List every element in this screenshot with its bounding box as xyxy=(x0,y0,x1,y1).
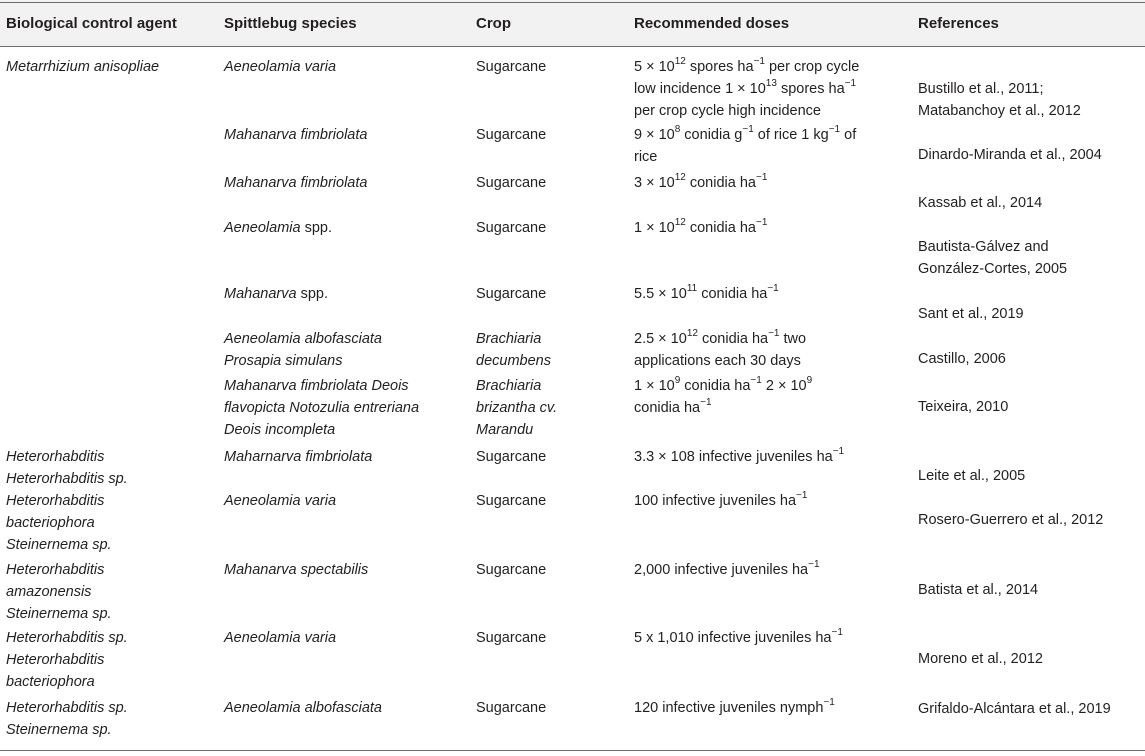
species-name: Mahanarva fimbriolata xyxy=(224,127,368,143)
species-cell xyxy=(224,627,336,649)
dose-exponent: −1 xyxy=(700,397,712,409)
dose-text: spores ha xyxy=(776,81,845,97)
crop-cell: Sugarcane xyxy=(476,175,547,191)
species-name: Deois incompleta xyxy=(224,422,336,438)
species-cell xyxy=(224,697,382,719)
dose-exponent: −1 xyxy=(796,490,808,502)
species-name: Mahanarva fimbriolata xyxy=(224,175,368,191)
dose-exponent: −1 xyxy=(832,446,845,458)
dose-text: 5 × 10 xyxy=(634,59,675,75)
agent-cell: Heterorhabditis sp. xyxy=(6,471,128,487)
reference-cell: González-Cortes, 2005 xyxy=(918,261,1068,277)
dose-text: 1 × 10 xyxy=(634,378,675,394)
dose-text: per crop cycle xyxy=(764,59,860,75)
header-rule xyxy=(0,46,1145,47)
dose-text: conidia ha xyxy=(685,175,756,191)
species-cell xyxy=(224,172,367,194)
dose-text: conidia ha xyxy=(685,220,756,236)
dose-text: conidia ha xyxy=(697,331,769,347)
dose-exponent: −1 xyxy=(742,124,754,136)
reference-cell: Castillo, 2006 xyxy=(918,351,1006,367)
reference-cell: Dinardo-Miranda et al., 2004 xyxy=(918,147,1102,163)
species-cell xyxy=(224,283,328,305)
reference-cell: Bautista-Gálvez and xyxy=(918,239,1049,255)
dose-text: 5 x 1,010 infective juveniles ha xyxy=(634,630,832,646)
reference-cell: Leite et al., 2005 xyxy=(918,468,1026,484)
species-name: Prosapia simulans xyxy=(224,353,343,369)
agent-cell: Metarrhizium anisopliae xyxy=(6,59,160,75)
dose-text: 9 × 10 xyxy=(634,127,675,143)
dose-text: spores ha xyxy=(685,59,754,75)
agent-cell: Heterorhabditis xyxy=(6,652,105,668)
dose-text: 2.5 × 10 xyxy=(634,331,687,347)
dose-exponent: −1 xyxy=(831,627,843,639)
species-name: Mahanarva spectabilis xyxy=(224,562,369,578)
species-name: Maharnarva fimbriolata xyxy=(224,449,373,465)
dose-text: 5.5 × 10 xyxy=(634,286,687,302)
agent-cell: Heterorhabditis xyxy=(6,562,105,578)
dose-exponent: −1 xyxy=(750,375,762,387)
crop-cell: Brachiaria xyxy=(476,331,542,347)
species-name: flavopicta Notozulia entreriana xyxy=(224,400,420,416)
dose-cell xyxy=(634,146,657,168)
dose-exponent: 11 xyxy=(686,283,698,295)
agent-cell: Steinernema sp. xyxy=(6,722,112,738)
dose-exponent: −1 xyxy=(768,328,780,340)
dose-text: two xyxy=(779,331,807,347)
dose-text: 120 infective juveniles nymph xyxy=(634,700,824,716)
dose-cell xyxy=(634,397,712,419)
crop-cell: Sugarcane xyxy=(476,630,547,646)
species-cell xyxy=(224,124,367,146)
species-cell xyxy=(224,56,336,78)
dose-text: conidia ha xyxy=(634,400,701,416)
agent-cell: Steinernema sp. xyxy=(6,537,112,553)
crop-cell: decumbens xyxy=(476,353,551,369)
species-suffix: spp. xyxy=(296,286,328,302)
species-name: Aeneolamia albofasciata xyxy=(224,700,382,716)
dose-text: 3 × 10 xyxy=(634,175,675,191)
species-cell xyxy=(224,375,409,397)
species-suffix: spp. xyxy=(300,220,333,236)
crop-cell: Sugarcane xyxy=(476,286,547,302)
dose-cell xyxy=(634,100,821,122)
header-agent: Biological control agent xyxy=(6,15,177,32)
species-cell xyxy=(224,446,372,468)
dose-cell xyxy=(634,627,843,649)
species-cell xyxy=(224,217,332,239)
crop-cell: Sugarcane xyxy=(476,449,547,465)
crop-cell: Sugarcane xyxy=(476,220,547,236)
reference-cell: Sant et al., 2019 xyxy=(918,306,1024,322)
dose-exponent: −1 xyxy=(755,217,768,229)
dose-text: 3.3 × 108 infective juveniles ha xyxy=(634,449,833,465)
dose-exponent: 12 xyxy=(686,328,698,340)
bottom-rule xyxy=(0,750,1145,751)
crop-cell: brizantha cv. xyxy=(476,400,558,416)
dose-text: of rice 1 kg xyxy=(753,127,829,143)
species-name: Aeneolamia varia xyxy=(224,59,337,75)
dose-cell xyxy=(634,283,779,305)
dose-cell xyxy=(634,78,856,100)
species-cell xyxy=(224,559,368,581)
reference-cell: Moreno et al., 2012 xyxy=(918,651,1043,667)
dose-cell xyxy=(634,446,844,468)
dose-cell xyxy=(634,490,807,512)
dose-text: conidia g xyxy=(680,127,743,143)
dose-text: per crop cycle high incidence xyxy=(634,103,821,119)
dose-exponent: −1 xyxy=(755,172,768,184)
dose-exponent: 9 xyxy=(674,375,681,387)
dose-cell xyxy=(634,328,806,350)
dose-text: 100 infective juveniles ha xyxy=(634,493,797,509)
species-name: Aeneolamia varia xyxy=(224,493,337,509)
dose-exponent: −1 xyxy=(844,78,857,90)
dose-text: conidia ha xyxy=(680,378,751,394)
species-cell xyxy=(224,350,342,372)
dose-text: 2,000 infective juveniles ha xyxy=(634,562,809,578)
crop-cell: Sugarcane xyxy=(476,493,547,509)
dose-cell xyxy=(634,350,801,372)
agent-cell: Steinernema sp. xyxy=(6,606,112,622)
crop-cell: Sugarcane xyxy=(476,59,547,75)
crop-cell: Brachiaria xyxy=(476,378,542,394)
top-rule xyxy=(0,2,1145,3)
species-cell xyxy=(224,328,382,350)
dose-exponent: −1 xyxy=(823,697,835,709)
agent-cell: bacteriophora xyxy=(6,515,95,531)
dose-cell xyxy=(634,124,856,146)
species-cell xyxy=(224,490,336,512)
dose-exponent: 12 xyxy=(674,217,686,229)
dose-cell xyxy=(634,697,835,719)
header-references: References xyxy=(918,15,999,32)
reference-cell: Rosero-Guerrero et al., 2012 xyxy=(918,512,1104,528)
crop-cell: Sugarcane xyxy=(476,700,547,716)
species-cell xyxy=(224,397,419,419)
reference-cell: Matabanchoy et al., 2012 xyxy=(918,103,1081,119)
species-name: Aeneolamia xyxy=(224,220,301,236)
species-name: Aeneolamia varia xyxy=(224,630,337,646)
crop-cell: Sugarcane xyxy=(476,127,547,143)
dose-exponent: 9 xyxy=(806,375,813,387)
dose-text: rice xyxy=(634,149,658,165)
reference-cell: Grifaldo-Alcántara et al., 2019 xyxy=(918,701,1111,717)
dose-text: low incidence 1 × 10 xyxy=(634,81,766,97)
agent-cell: Heterorhabditis xyxy=(6,449,105,465)
dose-text: 1 × 10 xyxy=(634,220,675,236)
header-crop: Crop xyxy=(476,15,511,32)
dose-exponent: 8 xyxy=(674,124,681,136)
agent-cell: Heterorhabditis xyxy=(6,493,105,509)
dose-cell xyxy=(634,559,820,581)
dose-exponent: −1 xyxy=(828,124,841,136)
dose-cell xyxy=(634,217,767,239)
agent-cell: Heterorhabditis sp. xyxy=(6,630,128,646)
dose-exponent: −1 xyxy=(767,283,779,295)
dose-text: applications each 30 days xyxy=(634,353,801,369)
header-doses: Recommended doses xyxy=(634,15,790,32)
reference-cell: Kassab et al., 2014 xyxy=(918,195,1043,211)
dose-exponent: 13 xyxy=(765,78,777,90)
species-cell xyxy=(224,419,335,441)
agent-cell: bacteriophora xyxy=(6,674,95,690)
crop-cell: Sugarcane xyxy=(476,562,547,578)
agent-cell: Heterorhabditis sp. xyxy=(6,700,128,716)
reference-cell: Teixeira, 2010 xyxy=(918,399,1009,415)
dose-cell xyxy=(634,375,812,397)
dose-exponent: −1 xyxy=(808,559,820,571)
species-name: Mahanarva xyxy=(224,286,297,302)
reference-cell: Bustillo et al., 2011; xyxy=(918,81,1044,97)
dose-exponent: 12 xyxy=(674,172,686,184)
dose-text: of xyxy=(840,127,857,143)
header-species: Spittlebug species xyxy=(224,15,357,32)
dose-exponent: 12 xyxy=(674,56,686,68)
dose-exponent: −1 xyxy=(753,56,765,68)
dose-text: conidia ha xyxy=(697,286,768,302)
reference-cell: Batista et al., 2014 xyxy=(918,582,1039,598)
crop-cell: Marandu xyxy=(476,422,534,438)
species-name: Aeneolamia albofasciata xyxy=(224,331,382,347)
species-name: Mahanarva fimbriolata Deois xyxy=(224,378,409,394)
agent-cell: amazonensis xyxy=(6,584,92,600)
dose-cell xyxy=(634,56,859,78)
dose-text: 2 × 10 xyxy=(761,378,807,394)
dose-cell xyxy=(634,172,767,194)
